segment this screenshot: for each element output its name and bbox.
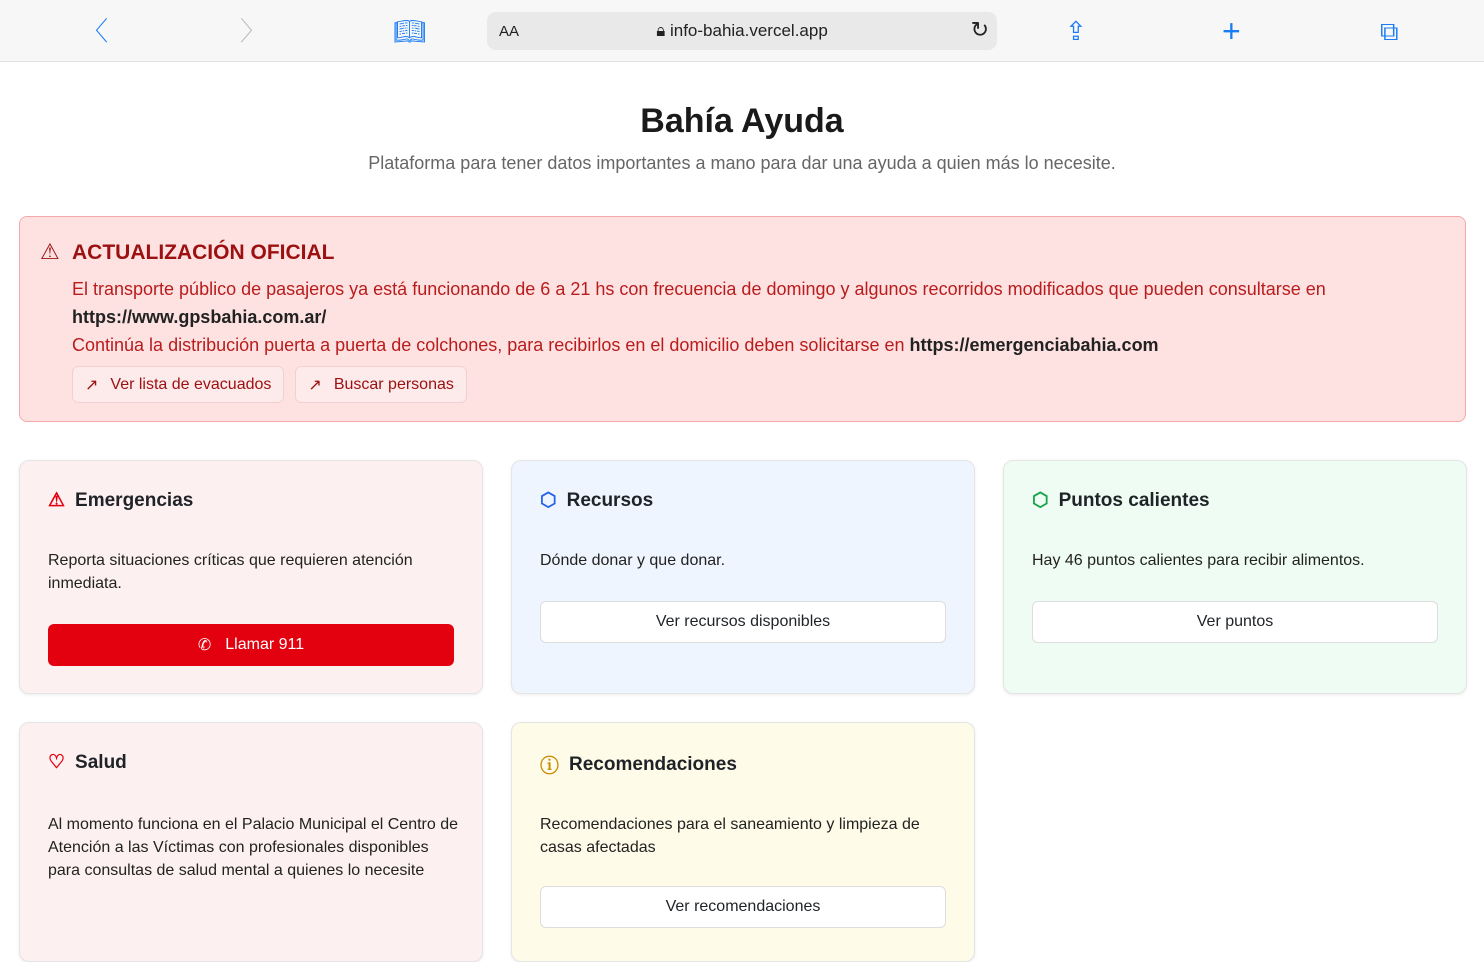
view-resources-button[interactable]: Ver recursos disponibles (540, 601, 946, 643)
alert-line1: El transporte público de pasajeros ya está funcionando de 6 a 21 hs con frecuencia de domingo y algunos recorridos modificados que pueden consultarse en (72, 279, 1326, 299)
official-update-alert (19, 216, 1466, 422)
button-label: Buscar personas (333, 375, 454, 393)
address-bar[interactable] (487, 12, 997, 50)
card-title: Recursos (566, 489, 654, 511)
evacuees-list-button[interactable] (72, 366, 284, 403)
card-description: Reporta situaciones críticas que requieren atención inmediata. (48, 552, 413, 592)
alert-title: ACTUALIZACIÓN OFICIAL (72, 241, 335, 264)
lock-icon: 🔒︎ (656, 21, 666, 40)
alert-link1[interactable]: https://www.gpsbahia.com.ar/ (72, 307, 327, 327)
page-title: Bahía Ayuda (640, 102, 844, 140)
alert-circle-icon: ⓘ (540, 756, 560, 777)
heart-icon: ♡ (48, 752, 66, 773)
page-subtitle: Plataforma para tener datos importantes a mano para dar una ayuda a quien más lo necesite. (368, 153, 1116, 173)
warning-icon: ⚠ (40, 239, 60, 264)
share-icon[interactable]: ⇪ (1065, 16, 1087, 46)
alert-link2[interactable]: https://emergenciabahia.com (909, 335, 1159, 355)
new-tab-icon[interactable]: + (1222, 13, 1241, 49)
button-label: Llamar 911 (225, 636, 305, 653)
button-label: Ver lista de evacuados (110, 375, 272, 393)
external-link-icon: ↗ (85, 376, 99, 394)
warning-icon: ⚠ (48, 490, 66, 511)
view-points-button[interactable]: Ver puntos (1032, 601, 1438, 643)
card-description: Recomendaciones para el saneamiento y limpieza de casas afectadas (540, 816, 920, 856)
external-link-icon: ↗ (308, 376, 322, 394)
bookmarks-icon[interactable]: 📖︎ (393, 16, 427, 46)
tabs-icon[interactable]: ⧉ (1380, 16, 1399, 46)
package-icon: ⬡ (1032, 490, 1049, 511)
card-description: Al momento funciona en el Palacio Municipal el Centro de Atención a las Víctimas con profesionales disponibles para consultas de salud mental a quienes lo necesite (48, 816, 459, 879)
card-recursos (511, 460, 975, 694)
card-title: Puntos calientes (1058, 489, 1210, 511)
card-description: Dónde donar y que donar. (540, 552, 726, 569)
view-recommendations-button[interactable]: Ver recomendaciones (540, 886, 946, 928)
card-title: Emergencias (75, 489, 194, 511)
card-recomendaciones (511, 722, 975, 962)
phone-icon: ✆ (197, 637, 212, 654)
url-text: info-bahia.vercel.app (669, 21, 828, 40)
back-icon[interactable]: 〈 (82, 16, 109, 46)
package-icon: ⬡ (540, 490, 557, 511)
card-title: Salud (75, 751, 127, 773)
card-title: Recomendaciones (569, 753, 737, 775)
card-description: Hay 46 puntos calientes para recibir alimentos. (1032, 552, 1365, 569)
browser-toolbar (0, 0, 1484, 62)
forward-icon[interactable]: 〉 (240, 16, 267, 46)
call-911-button[interactable] (48, 624, 454, 666)
reader-aa-button[interactable]: AA (499, 23, 520, 40)
card-salud (19, 722, 483, 962)
reload-icon[interactable]: ↻ (970, 17, 989, 42)
card-emergencias (19, 460, 483, 694)
search-people-button[interactable] (295, 366, 466, 403)
alert-line2: Continúa la distribución puerta a puerta de colchones, para recibirlos en el domicilio deben solicitarse en (72, 335, 905, 355)
card-puntos-calientes (1003, 460, 1467, 694)
